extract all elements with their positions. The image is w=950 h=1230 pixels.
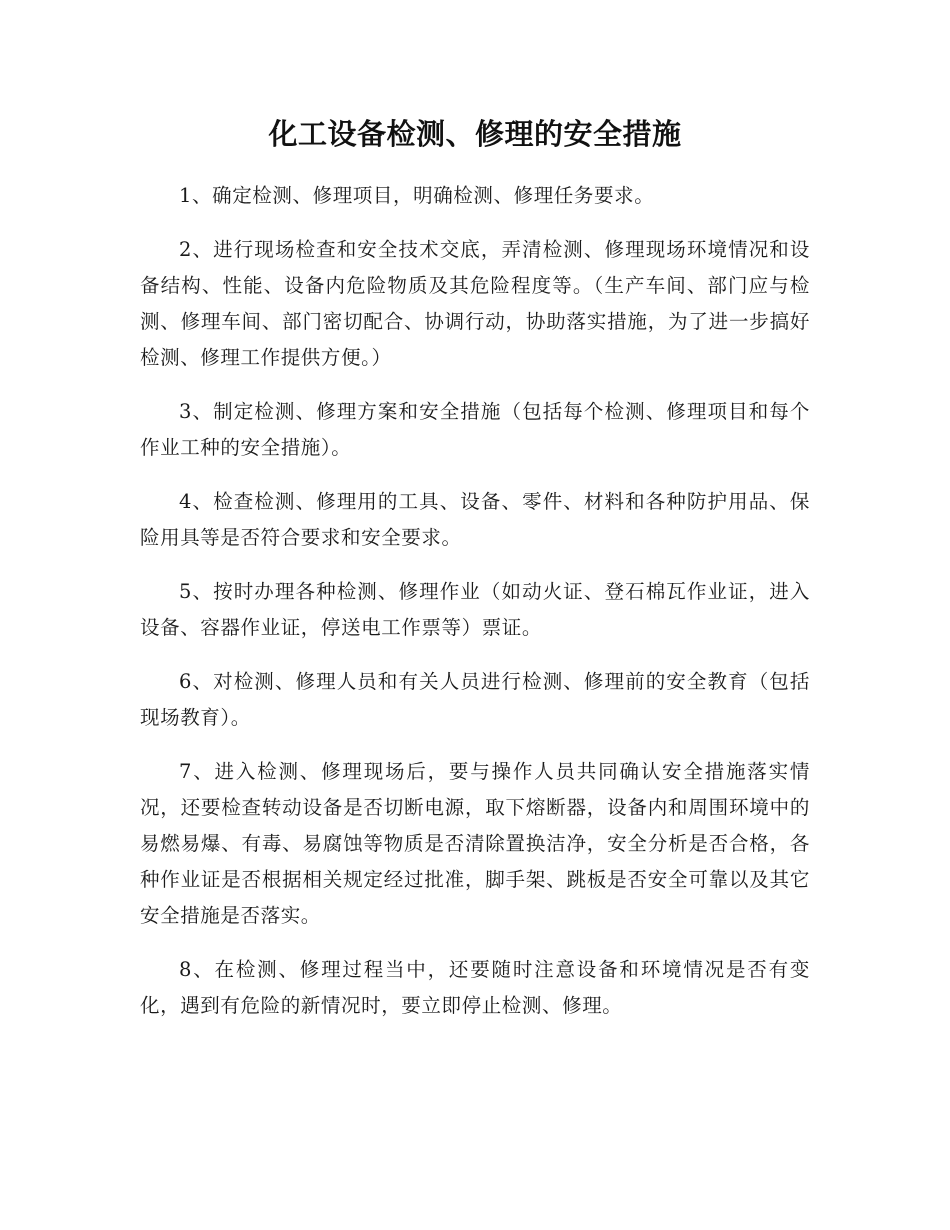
paragraph-3: 3、制定检测、修理方案和安全措施（包括每个检测、修理项目和每个作业工种的安全措施）。 <box>140 400 810 459</box>
paragraph-5: 5、按时办理各种检测、修理作业（如动火证、登石棉瓦作业证，进入设备、容器作业证，停送电工作票等）票证。 <box>140 580 810 639</box>
paragraph-6: 6、对检测、修理人员和有关人员进行检测、修理前的安全教育（包括现场教育）。 <box>140 670 810 729</box>
paragraph-7: 7、进入检测、修理现场后，要与操作人员共同确认安全措施落实情况，还要检查转动设备是否切断电源，取下熔断器，设备内和周围环境中的易燃易爆、有毒、易腐蚀等物质是否清除置换洁净，安全分析是否合格，各种作业证是否根据相关规定经过批准，脚手架、跳板是否安全可靠以及其它安全措施是否落实。 <box>140 760 810 927</box>
paragraph-2: 2、进行现场检查和安全技术交底，弄清检测、修理现场环境情况和设备结构、性能、设备内危险物质及其危险程度等。（生产车间、部门应与检测、修理车间、部门密切配合、协调行动，协助落实措施，为了进一步搞好检测、修理工作提供方便。） <box>140 238 810 369</box>
paragraph-8: 8、在检测、修理过程当中，还要随时注意设备和环境情况是否有变化，遇到有危险的新情况时，要立即停止检测、修理。 <box>140 958 810 1017</box>
paragraph-4: 4、检查检测、修理用的工具、设备、零件、材料和各种防护用品、保险用具等是否符合要求和安全要求。 <box>140 490 810 549</box>
document-title: 化工设备检测、修理的安全措施 <box>268 117 682 151</box>
paragraph-1: 1、确定检测、修理项目，明确检测、修理任务要求。 <box>179 184 655 207</box>
